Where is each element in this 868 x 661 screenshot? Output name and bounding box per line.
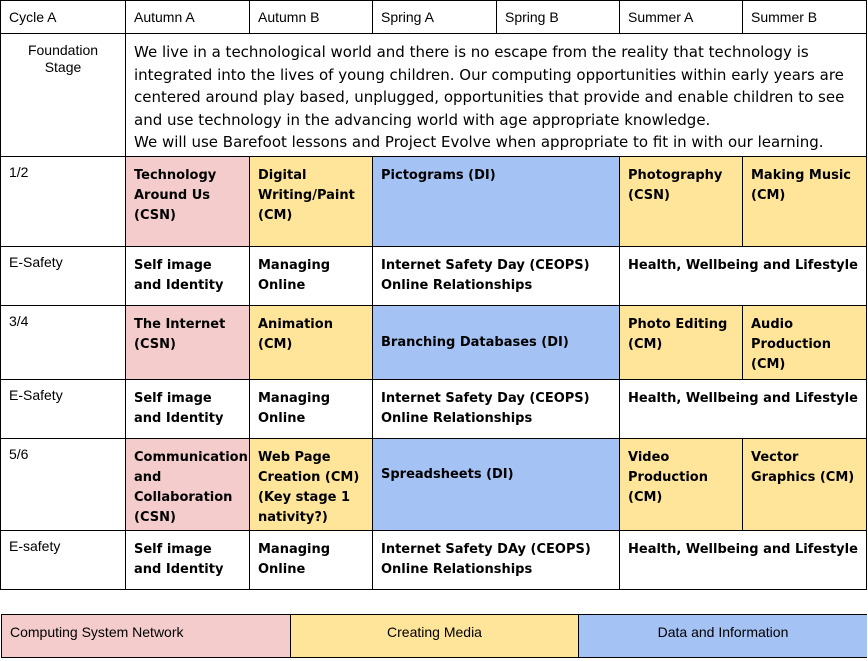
foundation-paragraph-2: We will use Barefoot lessons and Project Evolve when appropriate to fit in with our learning. xyxy=(134,133,824,151)
unit-cell: The Internet (CSN) xyxy=(126,306,250,380)
row-label-esafety: E-Safety xyxy=(1,380,126,439)
esafety-line: Internet Safety Day (CEOPS) xyxy=(381,391,590,406)
esafety-cell: Self image and Identity xyxy=(126,531,250,590)
esafety-cell: Managing Online xyxy=(250,380,373,439)
header-spring-b: Spring B xyxy=(497,1,620,34)
key-computing-system-network: Computing System Network xyxy=(2,615,291,657)
unit-cell: Technology Around Us (CSN) xyxy=(126,157,250,247)
esafety-cell: Health, Wellbeing and Lifestyle xyxy=(620,247,867,306)
esafety-cell: Health, Wellbeing and Lifestyle xyxy=(620,380,867,439)
row-label-esafety: E-Safety xyxy=(1,247,126,306)
foundation-description xyxy=(126,34,867,157)
unit-cell: Audio Production (CM) xyxy=(743,306,867,380)
esafety-cell: Managing Online xyxy=(250,247,373,306)
esafety-line: Internet Safety Day (CEOPS) xyxy=(381,258,590,273)
unit-cell: Web Page Creation (CM) (Key stage 1 nativity?) xyxy=(250,439,373,531)
row-label-5-6: 5/6 xyxy=(1,439,126,531)
unit-cell xyxy=(373,306,620,380)
unit-label: Branching Databases (DI) xyxy=(381,334,569,350)
header-summer-a: Summer A xyxy=(620,1,743,34)
unit-cell: Making Music (CM) xyxy=(743,157,867,247)
unit-cell xyxy=(373,439,620,531)
header-autumn-b: Autumn B xyxy=(250,1,373,34)
esafety-line: Online Relationships xyxy=(381,278,533,293)
esafety-cell: Self image and Identity xyxy=(126,380,250,439)
row-label-3-4: 3/4 xyxy=(1,306,126,380)
esafety-line: Internet Safety DAy (CEOPS) xyxy=(381,542,591,557)
esafety-line: Online Relationships xyxy=(381,562,533,577)
unit-cell: Animation (CM) xyxy=(250,306,373,380)
esafety-cell: Managing Online xyxy=(250,531,373,590)
unit-cell: Photography (CSN) xyxy=(620,157,743,247)
header-cycle: Cycle A xyxy=(1,1,126,34)
key-data-and-information: Data and Information xyxy=(579,615,867,657)
color-key xyxy=(1,614,867,658)
header-autumn-a: Autumn A xyxy=(126,1,250,34)
esafety-spring-cell xyxy=(373,531,620,590)
row-label-esafety: E-safety xyxy=(1,531,126,590)
esafety-spring-cell xyxy=(373,247,620,306)
unit-cell: Video Production (CM) xyxy=(620,439,743,531)
unit-cell: Communication and Collaboration (CSN) xyxy=(126,439,250,531)
header-summer-b: Summer B xyxy=(743,1,867,34)
unit-cell: Photo Editing (CM) xyxy=(620,306,743,380)
row-label-1-2: 1/2 xyxy=(1,157,126,247)
unit-cell: Pictograms (DI) xyxy=(373,157,620,247)
esafety-cell: Health, Wellbeing and Lifestyle xyxy=(620,531,867,590)
esafety-cell: Self image and Identity xyxy=(126,247,250,306)
unit-cell: Digital Writing/Paint (CM) xyxy=(250,157,373,247)
key-creating-media: Creating Media xyxy=(291,615,579,657)
header-spring-a: Spring A xyxy=(373,1,497,34)
row-label-foundation: Foundation Stage xyxy=(1,34,126,157)
foundation-paragraph: We live in a technological world and there is no escape from the reality that technology is integrated into the lives of young children. Our computing opportunities within early years are centered around play based, unplugged, opportunities that provide and enable children to see and use technology in the advancing world with age appropriate knowledge. xyxy=(134,43,845,129)
unit-cell: Vector Graphics (CM) xyxy=(743,439,867,531)
unit-label: Spreadsheets (DI) xyxy=(381,467,514,482)
esafety-line: Online Relationships xyxy=(381,411,533,426)
esafety-spring-cell xyxy=(373,380,620,439)
